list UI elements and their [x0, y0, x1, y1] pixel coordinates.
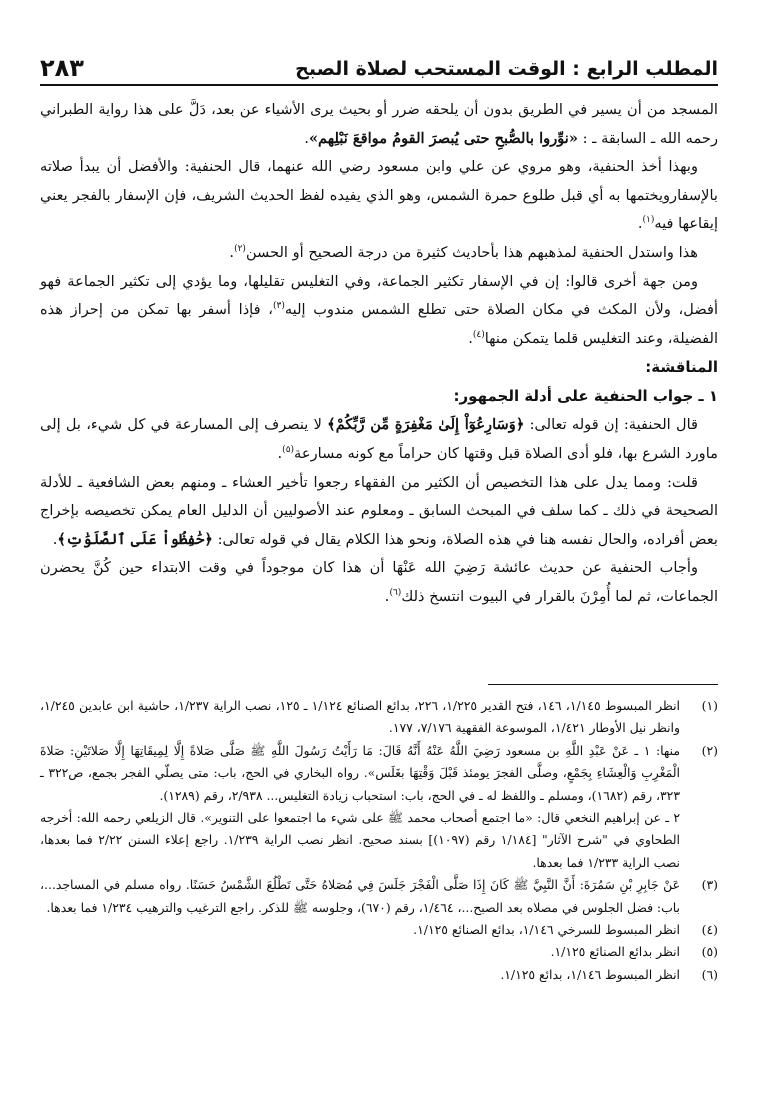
footnote-ref[interactable]: (٦)	[389, 588, 402, 599]
footnote-4	[40, 919, 718, 941]
paragraph-text: ومن جهة أخرى قالوا: إن في الإسفار تكثير الجماعة، وفي التغليس تقليلها، وما يؤدي إلى تكثير الجماعة فهو أفضل، ولأن المكث في مكان الصلاة حتى تطلع الشمس مندوب إليه	[40, 272, 719, 319]
punctuation: .	[384, 587, 390, 605]
running-header	[40, 50, 718, 86]
hadith-quote: «نوِّروا بالصُّبحِ حتى يُبصرَ القومُ مواقعَ نَبْلِهم»	[308, 129, 578, 147]
paragraph-3	[40, 239, 718, 268]
punctuation: .	[277, 444, 283, 462]
punctuation: .	[468, 329, 473, 347]
footnote-2	[40, 740, 718, 807]
footnote-text: عَنْ جَابِرِ بْنِ سَمُرَةَ: أَنَّ النَّبِيَّ ﷺ كَانَ إِذَا صَلَّى الْفَجْرَ جَلَسَ فِي مُصَلاهُ حَتَّى تَطْلُعَ الشَّمْسُ حَسَنًا. رواه مسلم في المساجد...، باب: فضل الجلوس في مصلاه بعد الصبح...، ١/٤٦٤، رقم (٦٧٠)، وجلوسه ﷺ للذكر. راجع الترغيب والترهيب ١/٢٣٤ فما بعدها.	[40, 877, 680, 915]
paragraph-1	[40, 96, 718, 153]
footnote-text: انظر المبسوط ١/١٤٥، ١٤٦، فتح القدير ١/٢٢٥، ٢٢٦، بدائع الصنائع ١/١٢٤ ـ ١٢٥، نصب الراية ١/٢٣٧، حاشية ابن عابدين ١/٢٤٥، وانظر نيل الأوطار ١/٤٢١، الموسوعة الفقهية ٧/١٧٦، ١٧٧.	[40, 698, 680, 736]
footnote-number: (٦)	[701, 966, 718, 982]
paragraph-text: هذا واستدل الحنفية لمذهبهم هذا بأحاديث كثيرة من درجة الصحيح أو الحسن	[245, 243, 698, 261]
heading-answer: ١ ـ جواب الحنفية على أدلة الجمهور:	[453, 387, 718, 406]
footnote-text: منها: ١ ـ عَنْ عَبْدِ اللَّهِ بن مسعود رَضِيَ اللَّهُ عَنْهُ أَنَّهُ قَالَ: مَا رَأَيْتُ رَسُولَ اللَّهِ ﷺ صَلَّى صَلاةً إِلَّا لِمِيقَاتِهَا إِلَّا صَلاتَيْنِ: صَلاةَ الْمَغْرِبِ وَالْعِشَاءِ بِجَمْعٍ، وصلَّى الفجرَ يومئذ قَبْلَ وَقْتِهَا بغَلَس». رواه البخاري في الحج، باب: متى يصلّي الفجر بجمع، ص٣٢٢ ـ ٣٢٣، رقم (١٦٨٢)، ومسلم ـ واللفظ له ـ في الحج، باب: استحباب زيادة التغليس... ٢/٩٣٨، رقم (١٢٨٩).	[40, 742, 681, 803]
paragraph-text: لا ينصرف إلى المسارعة في كل شيء، بل إلى ماورد الشرع بها، فلو أدى الصلاة قبل وقتها كان حراماً مع كونه مسارعة	[40, 416, 718, 462]
paragraph-4	[40, 268, 718, 354]
quran-verse: ﴿وَسَارِعُوٓاْ إِلَىٰ مَغْفِرَةٍ مِّن رَّبِّكُمْ﴾	[327, 416, 525, 434]
paragraph-5	[40, 411, 718, 468]
footnote-ref[interactable]: (٥)	[282, 445, 295, 456]
footnote-number: (٢)	[701, 742, 718, 758]
footnote-text: انظر المبسوط ١/١٤٦، بدائع ١/١٢٥.	[500, 966, 680, 982]
main-text	[40, 96, 718, 612]
footnote-3	[40, 874, 718, 919]
footnote-1	[40, 695, 718, 740]
paragraph-text: المسجد من أن يسير في الطريق بدون أن يلحقه ضرر أو بحيث يرى الأشياء عن بعد، دَلَّ على هذا رواية الطبراني رحمه الله ـ السابقة ـ :	[40, 101, 718, 147]
footnote-6	[40, 964, 718, 986]
paragraph-text: قال الحنفية: إن قوله تعالى:	[524, 416, 698, 434]
punctuation: .	[229, 243, 235, 261]
footnote-number: (٣)	[701, 877, 718, 893]
footnote-text: انظر بدائع الصنائع ١/١٢٥.	[550, 944, 680, 960]
paragraph-6	[40, 469, 718, 555]
paragraph-7	[40, 554, 718, 611]
punctuation: .	[637, 215, 643, 233]
paragraph-text: وبهذا أخذ الحنفية، وهو مروي عن علي وابن مسعود رضي الله عنهما، قال الحنفية: والأفضل أن يبدأ صلاته بالإسفارويختمها به أي قبل طلوع حمرة الشمس، وهو الذي يفيده لفظ الحديث الشريف، فإن الإسفار بالفجر يعني إيقاعها فيه	[40, 158, 718, 233]
footnote-ref[interactable]: (١)	[642, 215, 655, 226]
footnote-divider	[488, 684, 718, 685]
footnote-ref[interactable]: (٤)	[472, 329, 485, 340]
page-number: ٢٨٣	[40, 54, 84, 82]
paragraph-text: وأجاب الحنفية عن حديث عائشة رَضِيَ الله عَنْهَا أن هذا كان موجوداً في وقت الابتداء حين كُنَّ يحضرن الجماعات، ثم لما أُمِرْنَ بالقرار في البيوت انتسخ ذلك	[40, 559, 718, 605]
punctuation: .	[52, 530, 58, 548]
footnote-number: (١)	[701, 698, 718, 713]
footnote-ref[interactable]: (٢)	[234, 244, 246, 255]
punctuation: .	[304, 129, 309, 147]
footnote-number: (٥)	[701, 944, 718, 960]
heading-discussion: المناقشة:	[645, 358, 718, 377]
footnotes	[40, 695, 718, 986]
footnote-ref[interactable]: (٣)	[272, 301, 285, 312]
footnote-text: انظر المبسوط للسرخي ١/١٤٦، بدائع الصنائع ١/١٢٥.	[413, 922, 680, 938]
paragraph-text: قلت: ومما يدل على هذا التخصيص أن الكثير من الفقهاء رجعوا تأخير العشاء ـ ومنهم بعض الشافعية ـ للأدلة الصحيحة في ذلك ـ كما سلف في المبحث السابق ـ ومعلوم عند الأصوليين أن الدليل العام يمكن تخصيصه بإخراج بعض أفراده، والحال نفسه هنا في هذه الصلاة، ونحو هذا الكلام يقال في قوله تعالى:	[40, 473, 718, 548]
footnote-5	[40, 941, 718, 963]
footnote-number: (٤)	[701, 922, 718, 938]
section-title: المطلب الرابع : الوقت المستحب لصلاة الصبح	[295, 58, 718, 80]
quran-verse: ﴿حَٰفِظُواْ عَلَى ٱلصَّلَوَٰتِ﴾	[57, 530, 213, 548]
paragraph-text: ، فإذا أسفر بها تمكن من إحراز هذه الفضيلة، وعند التغليس قلما يتمكن منها	[40, 301, 718, 347]
paragraph-2	[40, 153, 718, 239]
footnote-2-continued: ٢ ـ عن إبراهيم النخعي قال: «ما اجتمع أصحاب محمد ﷺ على شيء ما اجتمعوا على التنوير». قال الزيلعي رحمه الله: أخرجه الطحاوي في "شرح الآثار" [١/١٨٤ رقم (١٠٩٧)] بسند صحيح. انظر نصب الراية ١/٢٣٩. راجع إعلاء السنن ٢/٢٢ فما بعدها، نصب الراية ١/٢٣٣ فما بعدها.	[40, 810, 681, 870]
